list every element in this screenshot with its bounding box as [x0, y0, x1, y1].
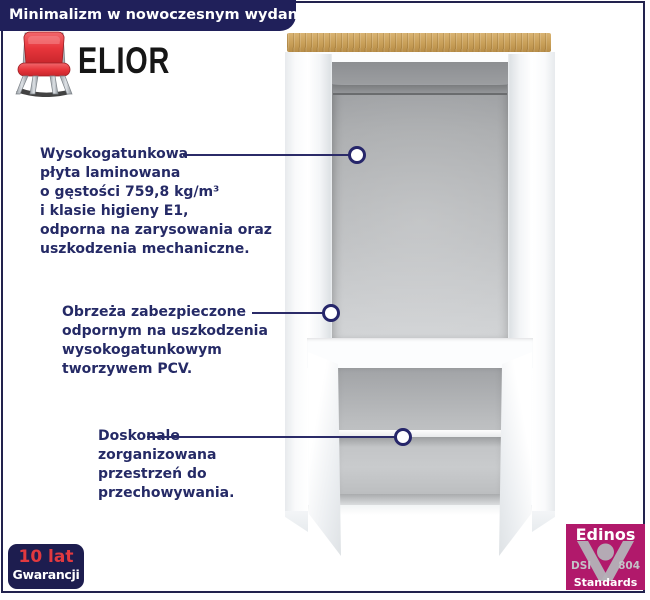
certification-title: Edinos [575, 525, 636, 544]
wardrobe-bottom-front [308, 505, 532, 515]
warranty-label: Gwarancji [12, 567, 80, 582]
callout-3-line-2: zorganizowana [98, 447, 217, 463]
wardrobe-upper-back-panel [332, 62, 508, 84]
wardrobe-upper-door-right [508, 54, 532, 346]
red-chair-icon [12, 31, 76, 97]
callout-1-dot [348, 146, 366, 164]
wardrobe-side-panel-right [532, 52, 555, 512]
warranty-badge [8, 544, 84, 589]
wardrobe-upper-door-left [308, 54, 332, 346]
callout-1-line-3: o gęstości 759,8 kg/m³ [40, 184, 220, 200]
callout-3-line-3: przestrzeń do [98, 466, 207, 482]
title-banner [0, 0, 314, 31]
hanging-rail [333, 85, 507, 95]
wardrobe-wood-top [287, 33, 551, 52]
callout-2-dot [322, 304, 340, 322]
certification-dsi: DSI [571, 560, 592, 572]
callout-2-line-1: Obrzeża zabezpieczone [62, 304, 247, 320]
callout-2-text [62, 303, 268, 379]
callout-2-line-2: odpornym na uszkodzenia [62, 323, 268, 339]
callout-1-line-5: odporna na zarysowania oraz [40, 222, 272, 238]
certification-804: 804 [618, 560, 640, 572]
wardrobe-side-panel-left [285, 52, 308, 512]
lower-shelf-shadow [332, 437, 506, 447]
wardrobe-upper-interior [332, 62, 508, 338]
callout-3-text [98, 427, 234, 503]
callout-1-line-6: uszkodzenia mechaniczne. [40, 241, 250, 257]
callout-1-line-4: i klasie higieny E1, [40, 203, 189, 219]
callout-2-line-3: wysokogatunkowym [62, 342, 222, 358]
wardrobe-divider-shelf [307, 338, 533, 368]
callout-2-line-4: tworzywem PCV. [62, 361, 193, 377]
warranty-years: 10 lat [18, 547, 74, 567]
callout-3-line-4: przechowywania. [98, 485, 235, 501]
callout-1-line-2: płyta laminowana [40, 165, 181, 181]
brand-name: ELIOR [78, 40, 171, 81]
callout-1-line-1: Wysokogatunkowa [40, 146, 189, 162]
certification-standards: Standards [573, 576, 638, 589]
callout-1-text [40, 145, 272, 259]
banner-text: Minimalizm w nowoczesnym wydaniu [9, 7, 314, 23]
certification-badge [566, 524, 645, 590]
callout-3-dot [394, 428, 412, 446]
callout-3-line-1: Doskonale [98, 428, 180, 444]
